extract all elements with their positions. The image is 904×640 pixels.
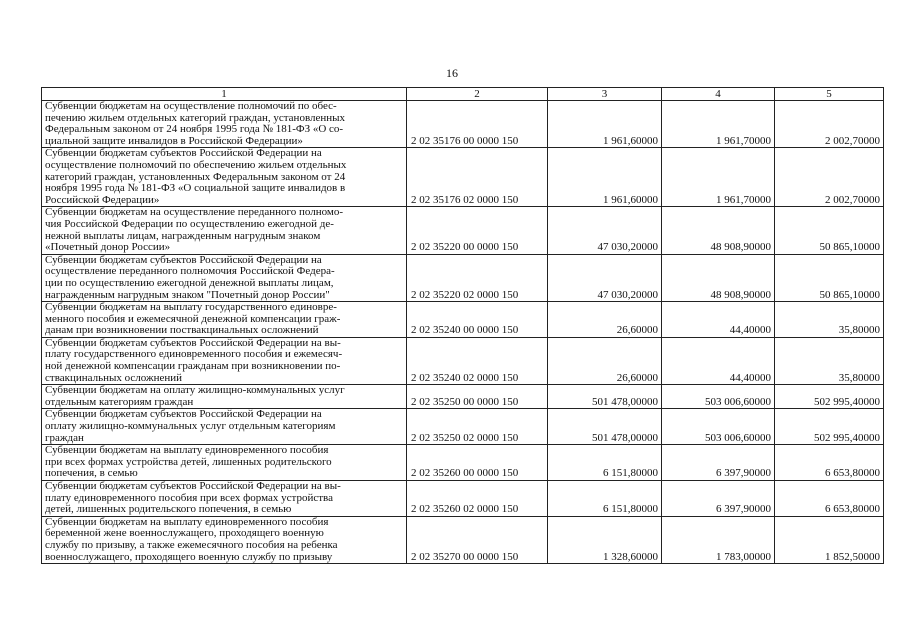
amount-column-3: 501 478,00000	[548, 409, 662, 445]
amount-column-5: 502 995,40000	[775, 409, 884, 445]
amount-column-4: 44,40000	[662, 302, 775, 338]
amount-column-3: 6 151,80000	[548, 481, 662, 517]
amount-column-4: 6 397,90000	[662, 481, 775, 517]
description-line: ции по осуществлению ежегодной денежной выплаты лицам,	[45, 276, 334, 289]
table-row	[42, 516, 884, 563]
row-description	[42, 385, 407, 409]
description-line: военнослужащего, проходящего военную службу по призыву	[45, 550, 333, 563]
table-row	[42, 148, 884, 207]
row-description	[42, 337, 407, 384]
amount-column-4: 48 908,90000	[662, 254, 775, 301]
amount-column-3: 6 151,80000	[548, 445, 662, 481]
budget-classification-code: 2 02 35176 00 0000 150	[407, 101, 548, 148]
description-line: Субвенции бюджетам на осуществление переданного полномо-	[45, 206, 343, 219]
amount-column-3: 26,60000	[548, 302, 662, 338]
amount-column-3: 26,60000	[548, 337, 662, 384]
amount-column-5: 502 995,40000	[775, 385, 884, 409]
table-row	[42, 409, 884, 445]
row-description	[42, 409, 407, 445]
budget-classification-code: 2 02 35250 02 0000 150	[407, 409, 548, 445]
description-line: осуществление переданного полномочия Российской Федера-	[45, 265, 335, 278]
description-line: «Почетный донор России»	[45, 241, 171, 254]
description-line: осуществление полномочий по обеспечению жильем отдельных	[45, 158, 347, 171]
description-line: ноября 1995 года № 181-ФЗ «О социальной защите инвалидов в	[45, 182, 346, 195]
description-line: Федеральным законом от 24 ноября 1995 года № 181-ФЗ «О со-	[45, 123, 344, 136]
description-line: отдельным категориям граждан	[45, 395, 194, 408]
amount-column-3: 501 478,00000	[548, 385, 662, 409]
amount-column-5: 6 653,80000	[775, 445, 884, 481]
budget-classification-code: 2 02 35250 00 0000 150	[407, 385, 548, 409]
description-line: ствакцинальных осложнений	[45, 371, 183, 384]
description-line: попечения, в семью	[45, 467, 138, 480]
amount-column-4: 503 006,60000	[662, 409, 775, 445]
description-line: ной денежной компенсации гражданам при возникновении по-	[45, 360, 341, 373]
description-line: Субвенции бюджетам на выплату единовременного пособия	[45, 444, 329, 457]
description-line: Субвенции бюджетам субъектов Российской Федерации на	[45, 147, 322, 160]
description-line: службу по призыву, а также ежемесячного пособия на ребенка	[45, 538, 338, 551]
amount-column-4: 44,40000	[662, 337, 775, 384]
table-row	[42, 254, 884, 301]
budget-classification-code: 2 02 35240 00 0000 150	[407, 302, 548, 338]
amount-column-5: 1 852,50000	[775, 516, 884, 563]
budget-classification-code: 2 02 35260 00 0000 150	[407, 445, 548, 481]
amount-column-3: 1 961,60000	[548, 148, 662, 207]
row-description	[42, 207, 407, 254]
amount-column-5: 50 865,10000	[775, 254, 884, 301]
amount-column-4: 1 783,00000	[662, 516, 775, 563]
table-row	[42, 481, 884, 517]
row-description	[42, 148, 407, 207]
budget-classification-code: 2 02 35220 00 0000 150	[407, 207, 548, 254]
description-line: Субвенции бюджетам субъектов Российской Федерации на	[45, 253, 322, 266]
amount-column-5: 35,80000	[775, 337, 884, 384]
budget-classification-code: 2 02 35220 02 0000 150	[407, 254, 548, 301]
amount-column-4: 48 908,90000	[662, 207, 775, 254]
description-line: Субвенции бюджетам субъектов Российской Федерации на вы-	[45, 480, 341, 492]
column-header-5: 5	[775, 88, 884, 101]
amount-column-4: 6 397,90000	[662, 445, 775, 481]
budget-classification-code: 2 02 35260 02 0000 150	[407, 481, 548, 517]
description-line: плату единовременного пособия при всех формах устройства	[45, 491, 333, 504]
description-line: при всех формах устройства детей, лишенных родительского	[45, 455, 332, 468]
amount-column-5: 2 002,70000	[775, 148, 884, 207]
description-line: Субвенции бюджетам на выплату единовременного пособия	[45, 515, 329, 528]
amount-column-5: 6 653,80000	[775, 481, 884, 517]
row-description	[42, 445, 407, 481]
amount-column-4: 1 961,70000	[662, 148, 775, 207]
budget-classification-code: 2 02 35240 02 0000 150	[407, 337, 548, 384]
budget-classification-code: 2 02 35270 00 0000 150	[407, 516, 548, 563]
table-body	[42, 101, 884, 564]
description-line: Субвенции бюджетам на выплату государственного единовре-	[45, 301, 337, 314]
row-description	[42, 516, 407, 563]
description-line: граждан	[45, 431, 84, 444]
amount-column-5: 50 865,10000	[775, 207, 884, 254]
table-row	[42, 207, 884, 254]
description-line: беременной жене военнослужащего, проходящего военную	[45, 527, 324, 540]
budget-table	[41, 87, 884, 564]
description-line: оплату жилищно-коммунальных услуг отдельным категориям	[45, 420, 336, 433]
description-line: менного пособия и ежемесячной денежной компенсации граж-	[45, 312, 341, 325]
table-row	[42, 445, 884, 481]
description-line: Субвенции бюджетам субъектов Российской Федерации на	[45, 408, 322, 421]
row-description	[42, 254, 407, 301]
description-line: Субвенции бюджетам субъектов Российской Федерации на вы-	[45, 336, 341, 349]
column-header-1: 1	[42, 88, 407, 101]
table-row	[42, 385, 884, 409]
amount-column-5: 2 002,70000	[775, 101, 884, 148]
amount-column-3: 47 030,20000	[548, 207, 662, 254]
description-line: Субвенции бюджетам на осуществление полномочий по обес-	[45, 100, 337, 112]
description-line: плату государственного единовременного пособия и ежемесяч-	[45, 348, 343, 361]
budget-classification-code: 2 02 35176 02 0000 150	[407, 148, 548, 207]
column-header-3: 3	[548, 88, 662, 101]
description-line: данам при возникновении поствакцинальных осложнений	[45, 324, 319, 337]
header-row	[42, 88, 884, 101]
description-line: категорий граждан, установленных Федеральным законом от 24	[45, 170, 346, 183]
description-line: печению жильем отдельных категорий граждан, установленных	[45, 111, 346, 124]
row-description	[42, 302, 407, 338]
description-line: нежной выплаты лицам, награжденным нагрудным знаком	[45, 229, 321, 242]
description-line: Субвенции бюджетам на оплату жилищно-коммунальных услуг	[45, 384, 345, 397]
amount-column-4: 503 006,60000	[662, 385, 775, 409]
description-line: циальной защите инвалидов в Российской Федерации»	[45, 134, 303, 147]
column-header-2: 2	[407, 88, 548, 101]
table-row	[42, 302, 884, 338]
row-description	[42, 481, 407, 517]
column-header-4: 4	[662, 88, 775, 101]
table-row	[42, 337, 884, 384]
table-row	[42, 101, 884, 148]
amount-column-4: 1 961,70000	[662, 101, 775, 148]
description-line: Российской Федерации»	[45, 193, 160, 206]
description-line: детей, лишенных родительского попечения, в семью	[45, 503, 292, 516]
description-line: чия Российской Федерации по осуществлению ежегодной де-	[45, 217, 334, 230]
amount-column-3: 47 030,20000	[548, 254, 662, 301]
amount-column-3: 1 328,60000	[548, 516, 662, 563]
amount-column-3: 1 961,60000	[548, 101, 662, 148]
amount-column-5: 35,80000	[775, 302, 884, 338]
page-number: 16	[446, 66, 458, 80]
description-line: награжденным нагрудным знаком "Почетный донор России"	[45, 288, 330, 301]
row-description	[42, 101, 407, 148]
